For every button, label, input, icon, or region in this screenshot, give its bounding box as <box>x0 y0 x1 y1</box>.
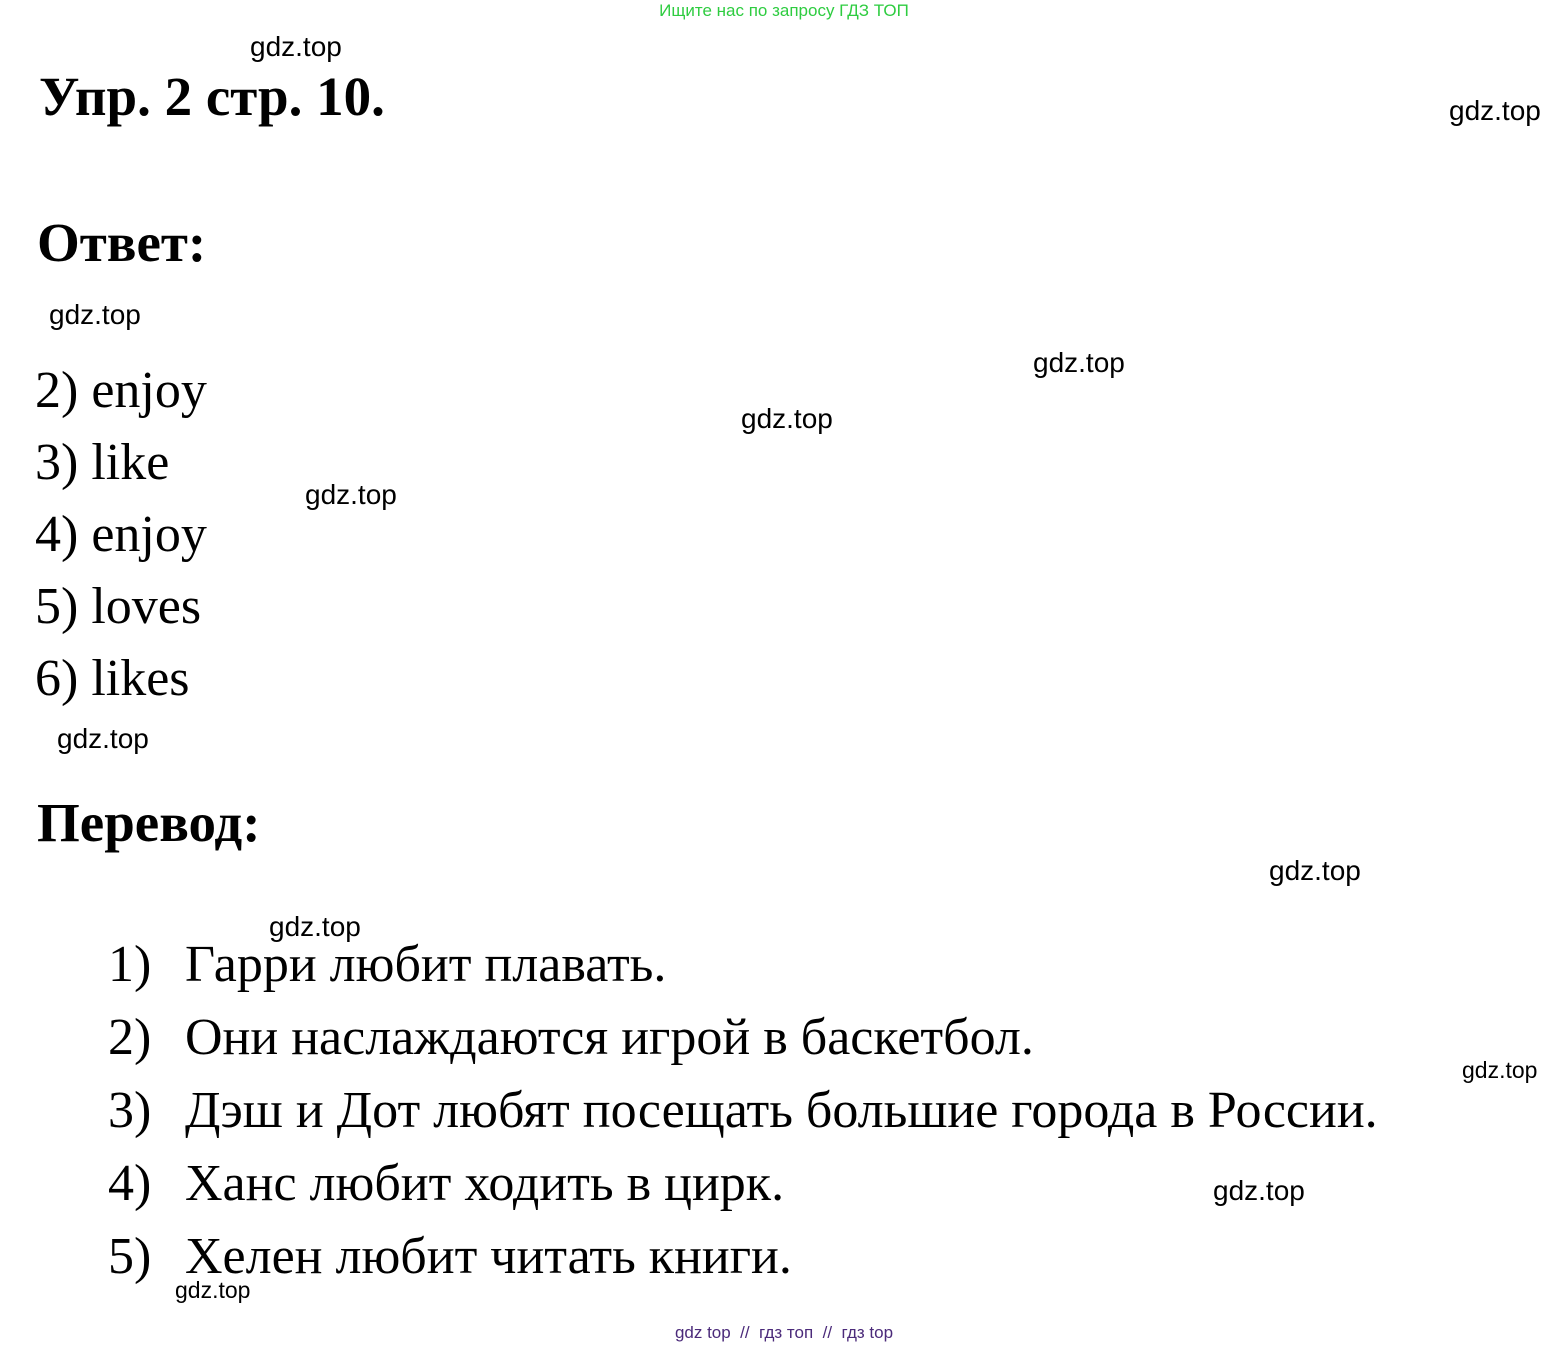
watermark: gdz.top <box>49 299 141 330</box>
answer-list <box>35 355 207 715</box>
watermark: gdz.top <box>250 31 342 62</box>
translation-item <box>108 1001 1378 1074</box>
translation-item <box>108 1220 1378 1293</box>
top-banner: Ищите нас по запросу ГДЗ ТОП <box>659 1 909 20</box>
watermark: gdz.top <box>57 723 149 754</box>
page-title: Упр. 2 стр. 10. <box>39 66 385 127</box>
translation-number: 5) <box>108 1228 152 1285</box>
watermark: gdz.top <box>305 479 397 510</box>
watermark: gdz.top <box>1213 1175 1305 1206</box>
watermark: gdz.top <box>269 911 361 942</box>
translation-text: Гарри любит плавать. <box>185 936 667 993</box>
watermark: gdz.top <box>1449 95 1541 126</box>
translation-number: 2) <box>108 1009 152 1066</box>
translation-number: 3) <box>108 1082 152 1139</box>
translation-number: 4) <box>108 1155 152 1212</box>
answer-item: 3) like <box>35 434 170 491</box>
answer-heading: Ответ: <box>37 212 207 273</box>
translation-text: Хелен любит читать книги. <box>185 1228 792 1285</box>
translation-text: Они наслаждаются игрой в баскетбол. <box>185 1009 1034 1066</box>
watermark: gdz.top <box>1269 855 1361 886</box>
translation-text: Дэш и Дот любят посещать большие города в России. <box>185 1082 1378 1139</box>
translation-item <box>108 1147 1378 1220</box>
translation-text: Ханс любит ходить в цирк. <box>185 1155 785 1212</box>
translation-list <box>108 928 1378 1293</box>
translation-item <box>108 1074 1378 1147</box>
answer-item: 4) enjoy <box>35 506 207 563</box>
watermark: gdz.top <box>1462 1057 1538 1083</box>
footer-watermark: gdz top // гдз топ // гдз top <box>674 1323 894 1342</box>
translation-heading: Перевод: <box>37 792 261 853</box>
watermark: gdz.top <box>175 1277 251 1303</box>
answer-item: 5) loves <box>35 578 202 635</box>
answer-item: 2) enjoy <box>35 362 207 419</box>
answer-item: 6) likes <box>35 650 190 707</box>
translation-number: 1) <box>108 936 152 993</box>
watermark: gdz.top <box>741 403 833 434</box>
watermark: gdz.top <box>1033 347 1125 378</box>
